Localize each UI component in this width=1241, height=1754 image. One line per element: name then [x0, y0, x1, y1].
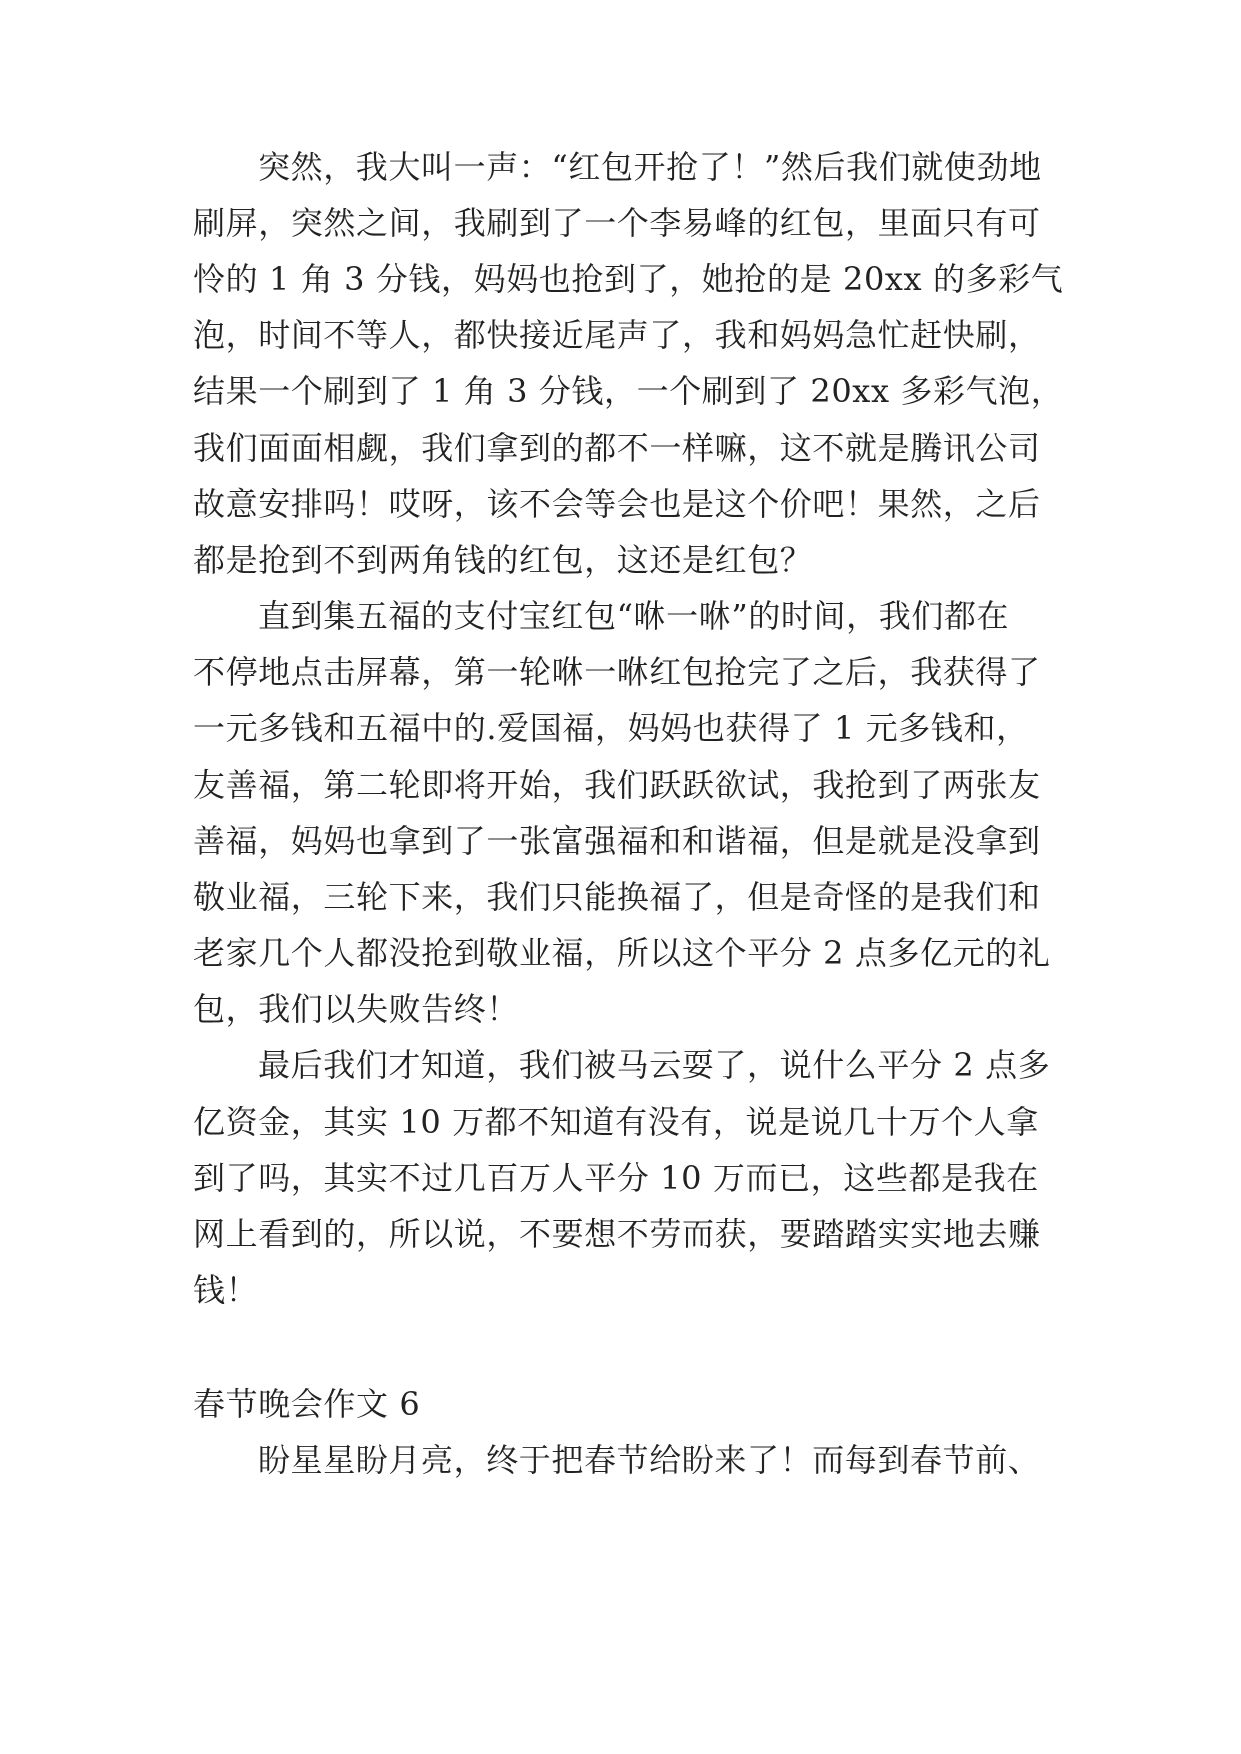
paragraph-4-line-1: 盼星星盼月亮，终于把春节给盼来了！而每到春节前、 [258, 1441, 1041, 1479]
paragraph-3-line-2: 亿资金，其实 10 万都不知道有没有，说是说几十万个人拿 [193, 1103, 1039, 1141]
paragraph-2-line-7: 老家几个人都没抢到敬业福，所以这个平分 2 点多亿元的礼 [193, 934, 1051, 972]
paragraph-1-line-7: 故意安排吗！哎呀，该不会等会也是这个价吧！果然，之后 [193, 485, 1041, 523]
paragraph-3-line-5: 钱！ [193, 1271, 259, 1309]
paragraph-1-line-3: 怜的 1 角 3 分钱，妈妈也抢到了，她抢的是 20xx 的多彩气 [193, 260, 1064, 298]
paragraph-1-line-2: 刷屏，突然之间，我刷到了一个李易峰的红包，里面只有可 [193, 204, 1041, 242]
paragraph-2-line-4: 友善福，第二轮即将开始，我们跃跃欲试，我抢到了两张友 [193, 766, 1041, 804]
paragraph-1-line-1: 突然，我大叫一声：“红包开抢了！”然后我们就使劲地 [258, 148, 1042, 186]
paragraph-3-line-4: 网上看到的，所以说，不要想不劳而获，要踏踏实实地去赚 [193, 1215, 1041, 1253]
section-title: 春节晚会作文 6 [193, 1385, 421, 1423]
paragraph-2-line-1: 直到集五福的支付宝红包“咻一咻”的时间，我们都在 [258, 597, 1010, 635]
paragraph-1-line-5: 结果一个刷到了 1 角 3 分钱，一个刷到了 20xx 多彩气泡， [193, 372, 1064, 410]
paragraph-1-line-4: 泡，时间不等人，都快接近尾声了，我和妈妈急忙赶快刷， [193, 316, 1041, 354]
paragraph-3-line-3: 到了吗，其实不过几百万人平分 10 万而已，这些都是我在 [193, 1159, 1039, 1197]
paragraph-2-line-5: 善福，妈妈也拿到了一张富强福和和谐福，但是就是没拿到 [193, 822, 1041, 860]
paragraph-2-line-3: 一元多钱和五福中的.爱国福，妈妈也获得了 1 元多钱和， [193, 709, 1029, 747]
paragraph-2-line-2: 不停地点击屏幕，第一轮咻一咻红包抢完了之后，我获得了 [193, 653, 1041, 691]
paragraph-2-line-6: 敬业福，三轮下来，我们只能换福了，但是奇怪的是我们和 [193, 878, 1041, 916]
paragraph-2-line-8: 包，我们以失败告终！ [193, 990, 520, 1028]
paragraph-1-line-8: 都是抢到不到两角钱的红包，这还是红包？ [193, 541, 813, 579]
paragraph-3-line-1: 最后我们才知道，我们被马云耍了，说什么平分 2 点多 [258, 1046, 1051, 1084]
paragraph-1-line-6: 我们面面相觑，我们拿到的都不一样嘛，这不就是腾讯公司 [193, 429, 1041, 467]
